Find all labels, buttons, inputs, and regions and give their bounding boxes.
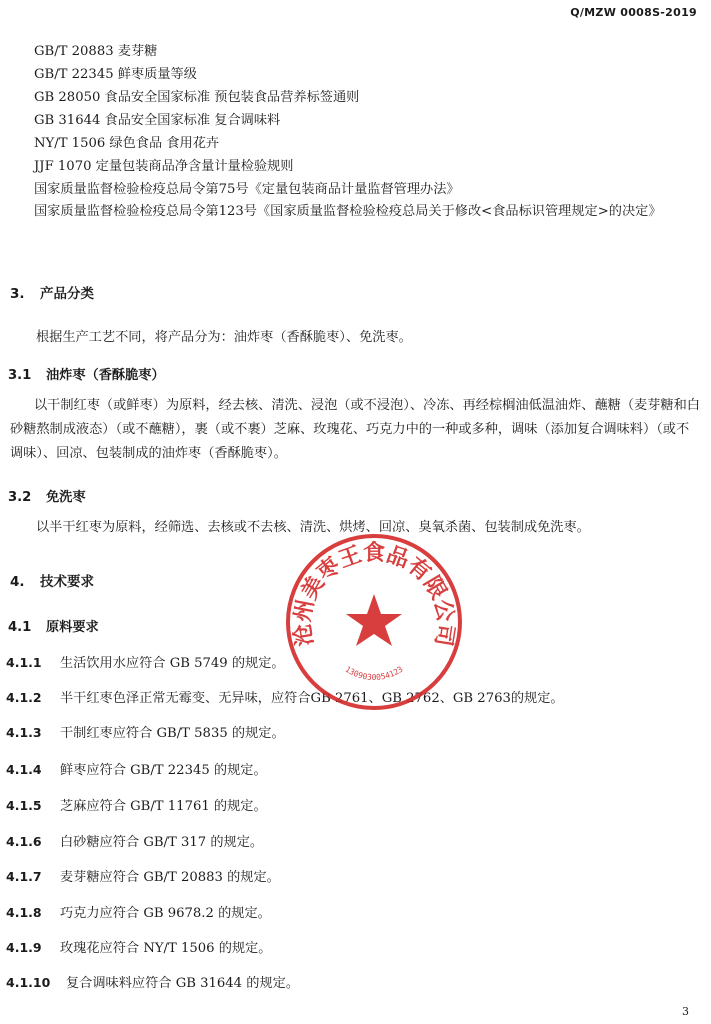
star-icon bbox=[346, 594, 402, 646]
document-code: Q/MZW 0008S-2019 bbox=[570, 6, 697, 19]
requirement-item bbox=[6, 972, 299, 991]
subsection-title: 原料要求 bbox=[46, 620, 99, 635]
requirement-item bbox=[6, 902, 271, 921]
item-text: 干制红枣应符合 GB/T 5835 的规定。 bbox=[60, 726, 285, 741]
requirement-item bbox=[6, 866, 280, 885]
requirement-item bbox=[6, 759, 267, 778]
section-number: 4. bbox=[10, 574, 25, 590]
requirement-item bbox=[6, 831, 263, 850]
item-text: 麦芽糖应符合 GB/T 20883 的规定。 bbox=[60, 870, 280, 885]
item-number: 4.1.6 bbox=[6, 834, 42, 849]
page-number: 3 bbox=[682, 1005, 689, 1018]
item-number: 4.1.7 bbox=[6, 869, 42, 884]
item-text: 玫瑰花应符合 NY/T 1506 的规定。 bbox=[60, 941, 272, 956]
requirement-item bbox=[6, 937, 272, 956]
section-intro: 根据生产工艺不同，将产品分为：油炸枣（香酥脆枣）、免洗枣。 bbox=[36, 330, 412, 345]
reference-line: 国家质量监督检验检疫总局令第123号《国家质量监督检验检疫总局关于修改<食品标识管理规定>的决定》 bbox=[34, 204, 662, 219]
item-text: 巧克力应符合 GB 9678.2 的规定。 bbox=[60, 906, 271, 921]
subsection-number: 3.2 bbox=[8, 490, 32, 505]
item-number: 4.1.1 bbox=[6, 655, 42, 670]
section-heading-4 bbox=[10, 570, 94, 590]
section-title: 产品分类 bbox=[40, 286, 94, 302]
paragraph: 以干制红枣（或鲜枣）为原料，经去核、清洗、浸泡（或不浸泡）、冷冻、再经棕榈油低温油炸、蘸糖（麦芽糖和白砂糖熬制成液态）（或不蘸糖），裹（或不裹）芝麻、玫瑰花、巧克力中的一种或多种，调味（添加复合调味料）（或不调味）、回凉、包装制成的油炸枣（香酥脆枣）。 bbox=[10, 398, 700, 461]
requirement-item bbox=[6, 652, 285, 671]
item-number: 4.1.3 bbox=[6, 725, 42, 740]
item-text: 芝麻应符合 GB/T 11761 的规定。 bbox=[60, 799, 267, 814]
section-title: 技术要求 bbox=[40, 574, 94, 590]
item-number: 4.1.9 bbox=[6, 940, 42, 955]
reference-line: JJF 1070 定量包装商品净含量计量检验规则 bbox=[34, 159, 294, 174]
reference-line: GB 28050 食品安全国家标准 预包装食品营养标签通则 bbox=[34, 90, 360, 105]
reference-line: NY/T 1506 绿色食品 食用花卉 bbox=[34, 136, 220, 151]
item-number: 4.1.10 bbox=[6, 975, 51, 990]
company-seal bbox=[274, 522, 474, 722]
item-text: 半干红枣色泽正常无霉变、无异味，应符合GB 2761、GB 2762、GB 2763的规定。 bbox=[60, 691, 564, 706]
requirement-item bbox=[6, 795, 267, 814]
paragraph: 以半干红枣为原料，经筛选、去核或不去核、清洗、烘烤、回凉、臭氧杀菌、包装制成免洗枣。 bbox=[36, 520, 590, 535]
subsection-heading-3-1 bbox=[8, 364, 165, 383]
item-number: 4.1.5 bbox=[6, 798, 42, 813]
section-number: 3. bbox=[10, 286, 25, 302]
reference-line: 国家质量监督检验检疫总局令第75号《定量包装商品计量监督管理办法》 bbox=[34, 182, 460, 197]
item-text: 鲜枣应符合 GB/T 22345 的规定。 bbox=[60, 763, 267, 778]
item-text: 复合调味料应符合 GB 31644 的规定。 bbox=[66, 976, 300, 991]
item-text: 生活饮用水应符合 GB 5749 的规定。 bbox=[60, 656, 285, 671]
item-number: 4.1.8 bbox=[6, 905, 42, 920]
seal-company-name: 沧州美枣王食品有限公司 bbox=[289, 540, 459, 648]
subsection-title: 油炸枣（香酥脆枣） bbox=[46, 368, 165, 383]
reference-line: GB/T 22345 鲜枣质量等级 bbox=[34, 67, 197, 82]
subsection-heading-4-1 bbox=[8, 616, 99, 635]
reference-line: GB 31644 食品安全国家标准 复合调味料 bbox=[34, 113, 281, 128]
section-heading-3 bbox=[10, 282, 94, 302]
item-number: 4.1.4 bbox=[6, 762, 42, 777]
subsection-number: 4.1 bbox=[8, 620, 32, 635]
requirement-item bbox=[6, 722, 285, 741]
item-text: 白砂糖应符合 GB/T 317 的规定。 bbox=[60, 835, 264, 850]
subsection-heading-3-2 bbox=[8, 486, 86, 505]
seal-code: 1309030054123 bbox=[343, 664, 405, 682]
item-number: 4.1.2 bbox=[6, 690, 42, 705]
reference-line: GB/T 20883 麦芽糖 bbox=[34, 44, 158, 59]
subsection-number: 3.1 bbox=[8, 368, 32, 383]
subsection-title: 免洗枣 bbox=[46, 490, 86, 505]
